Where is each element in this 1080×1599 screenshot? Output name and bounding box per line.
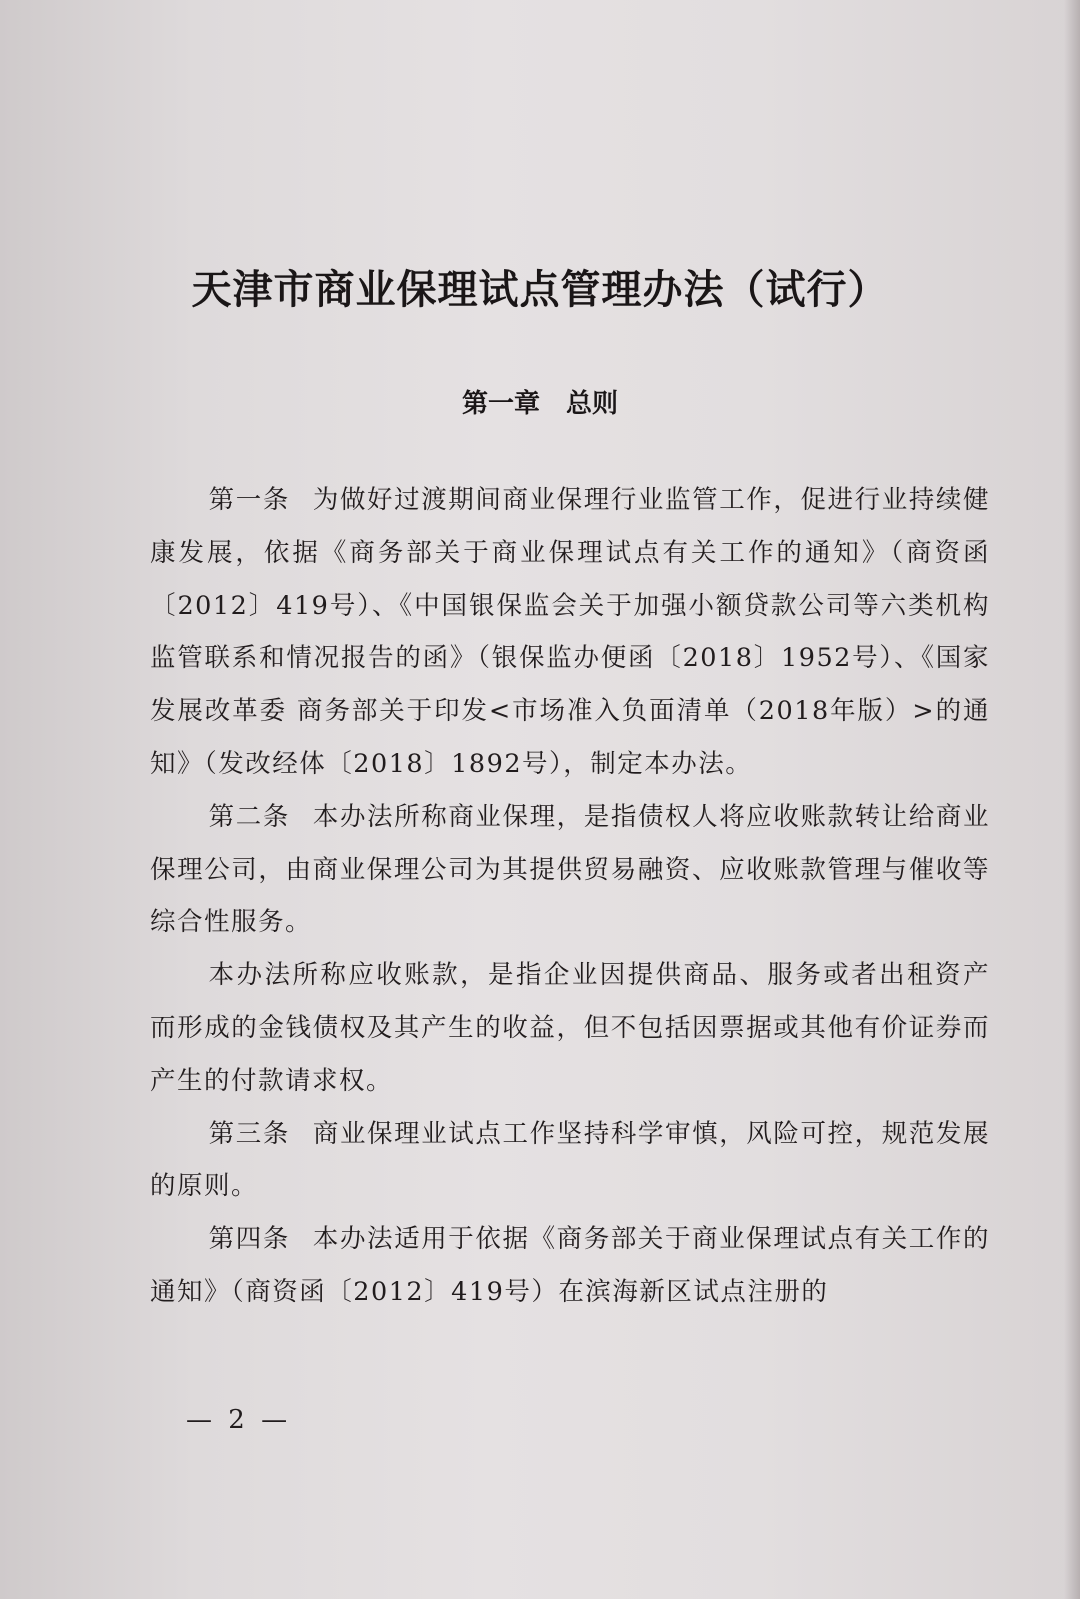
article-2 [150,791,990,949]
article-2-paragraph-2 [150,949,990,1107]
paragraph-text: 本办法所称应收账款，是指企业因提供商品、服务或者出租资产而形成的金钱债权及其产生的收益，但不包括因票据或其他有价证券而产生的付款请求权。 [150,960,990,1096]
chapter-heading: 第一章 总则 [461,389,618,419]
article-1 [150,474,990,791]
article-number: 第三条 [208,1118,290,1149]
article-text: 商业保理业试点工作坚持科学审慎，风险可控，规范发展的原则。 [150,1118,990,1202]
article-number: 第四条 [208,1224,290,1255]
article-number: 第二条 [208,801,290,832]
page-edge-shadow [1064,0,1080,1599]
article-text: 本办法适用于依据《商务部关于商业保理试点有关工作的通知》（商资函〔2012〕419号）在滨海新区试点注册的 [150,1224,990,1307]
document-title: 天津市商业保理试点管理办法（试行） [191,267,889,313]
page-number: — 2 — [186,1405,292,1435]
article-text: 为做好过渡期间商业保理行业监管工作，促进行业持续健康发展，依据《商务部关于商业保理试点有关工作的通知》（商资函〔2012〕419号）、《中国银保监会关于加强小额贷款公司等六类机构监管联系和情况报告的函》（银保监办便函〔2018〕1952号）、《国家发展改革委 商务部关于印发<市场准入负面清单（2018年版）>的通知》（发改经体〔2018〕1892号），制定本办法。 [150,485,990,779]
article-text: 本办法所称商业保理，是指债权人将应收账款转让给商业保理公司，由商业保理公司为其提供贸易融资、应收账款管理与催收等综合性服务。 [150,801,990,938]
article-number: 第一条 [208,485,290,515]
document-body [150,474,990,1319]
article-3 [150,1108,990,1214]
article-4 [150,1213,990,1319]
